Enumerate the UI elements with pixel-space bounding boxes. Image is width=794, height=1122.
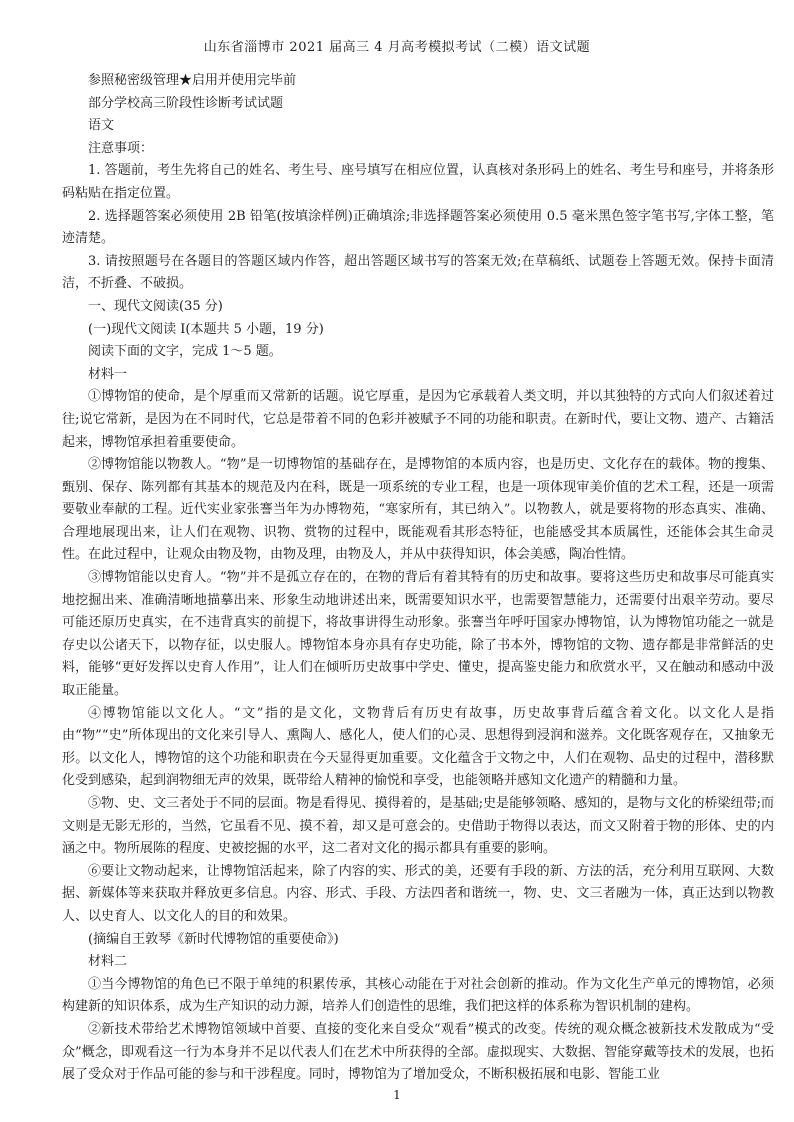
body-paragraph: 一、现代文阅读(35 分) (88, 298, 223, 314)
body-paragraph: ⑥要让文物动起来，让博物馆活起来，除了内容的实、形式的美，还要有手段的新、方法的活，充分利用互联网、大数据、新媒体等来获取并释放更多信息。内容、形式、手段、方法四者和谐统一，物、史、文三者融为一体，真正达到以物教人、以史育人、以文化人的目的和效果。 (62, 863, 774, 924)
document-body (62, 70, 774, 1087)
body-paragraph: 3. 请按照题号在各题目的答题区域内作答，超出答题区域书写的答案无效;在草稿纸、试题卷上答题无效。保持卡面清洁，不折叠、不破损。 (62, 253, 774, 292)
body-paragraph: 部分学校高三阶段性诊断考试试题 (88, 95, 284, 111)
body-paragraph: 阅读下面的文字，完成 1～5 题。 (88, 344, 282, 360)
body-paragraph: ②新技术带给艺术博物馆领域中首要、直接的变化来自受众“观看”模式的改变。传统的观众概念被新技术发散成为“受众”概念，即观看这一行为本身并不足以代表人们在艺术中所获得的全部。虚拟现实、大数据、智能穿戴等技术的发展，也拓展了受众对于作品可能的参与和干涉程度。同时，博物馆为了增加受众，不断积极拓展和电影、智能工业 (62, 1021, 774, 1083)
body-paragraph: (摘编自王敦琴《新时代博物馆的重要使命》) (88, 931, 339, 947)
body-paragraph: 语文 (88, 118, 115, 134)
body-paragraph: 材料一 (88, 366, 128, 382)
body-paragraph: ④博物馆能以文化人。“文”指的是文化，文物背后有历史有故事，历史故事背后蕴含着文化。以文化人是指由“物”“史”所体现出的文化来引导人、熏陶人、感化人，使人们的心灵、思想得到浸润和滋养。文化既客观存在，又抽象无形。以文化人，博物馆的这个功能和职责在今天显得更加重要。文化蕴含于文物之中，人们在观物、品史的过程中，潜移默化受到感染，起到润物细无声的效果，既带给人精神的愉悦和享受，也能领略并感知文化遗产的精髓和力量。 (62, 705, 774, 789)
page-number: 1 (393, 1088, 401, 1102)
body-paragraph: 参照秘密级管理★启用并使用完毕前 (88, 73, 297, 88)
body-paragraph: ①博物馆的使命，是个厚重而又常新的话题。说它厚重，是因为它承载着人类文明，并以其独特的方式向人们叙述着过往;说它常新，是因为在不同时代，它总是带着不同的色彩并被赋予不同的功能和职责。在新时代，要让文物、遗产、古籍活起来，博物馆承担着重要使命。 (62, 389, 774, 450)
body-paragraph: (一)现代文阅读 I(本题共 5 小题，19 分) (88, 321, 324, 337)
body-paragraph: 1. 答题前，考生先将自己的姓名、考生号、座号填写在相应位置，认真核对条形码上的姓名、考生号和座号，并将条形码粘贴在指定位置。 (62, 163, 774, 201)
body-paragraph: ①当今博物馆的角色已不限于单纯的积累传承，其核心动能在于对社会创新的推动。作为文化生产单元的博物馆，必须构建新的知识体系，成为生产知识的动力源，培养人们创造性的思维，我们把这样的体系称为智识机制的建构。 (62, 976, 774, 1015)
body-paragraph: 2. 选择题答案必须使用 2B 铅笔(按填涂样例)正确填涂;非选择题答案必须使用 0.5 毫米黑色签字笔书写,字体工整，笔迹清楚。 (62, 208, 774, 247)
page-header-title: 山东省淄博市 2021 届高三 4 月高考模拟考试（二模）语文试题 (203, 40, 591, 55)
body-paragraph: 材料二 (88, 954, 128, 970)
body-paragraph: ②博物馆能以物教人。“物”是一切博物馆的基础存在，是博物馆的本质内容，也是历史、文化存在的载体。物的搜集、甄别、保存、陈列都有其基本的规范及内在科，既是一项系统的专业工程，也是一项体现审美价值的艺术工程，还是一项需要敬业奉献的工程。近代实业家张謇当年为办博物苑，“寒家所有，其已纳入”。以物教人，就是要将物的形态真实、准确、合理地展现出来，让人们在观物、识物、赏物的过程中，既能观看其形态特征，也能感受其本质属性，还能体会其生命灵性。在此过程中，让观众由物及物，由物及理，由物及人，并从中获得知识，体会美感，陶冶性情。 (62, 457, 774, 563)
body-paragraph: ⑤物、史、文三者处于不同的层面。物是看得见、摸得着的，是基础;史是能够领略、感知的，是物与文化的桥梁纽带;而文则是无影无形的，当然，它虽看不见、摸不着，却又是可意会的。史借助于物得以表达，而文又附着于物的形体、史的内涵之中。物所展陈的程度、史被挖掘的水平，这二者对文化的揭示都具有重要的影响。 (62, 796, 774, 857)
body-paragraph: ③博物馆能以史育人。“物”并不是孤立存在的，在物的背后有着其特有的历史和故事。要将这些历史和故事尽可能真实地挖掘出来、准确清晰地描摹出来、形象生动地讲述出来，既需要知识水平，也需要智慧能力，还需要付出艰辛劳动。要尽可能还原历史真实，在不违背真实的前提下，将故事讲得生动形象。张謇当年呼吁国家办博物馆，认为博物馆功能之一就是存史以公诸天下，以物存征，以史服人。博物馆本身亦具有存史功能，除了书本外，博物馆的文物、遗存都是非常鲜活的史料，能够“更好发挥以史育人作用”，让人们在倾听历史故事中学史、懂史，提高鉴史能力和欣赏水平，又在触动和感动中汲取正能量。 (62, 570, 774, 699)
body-paragraph: 注意事项： (88, 140, 154, 156)
